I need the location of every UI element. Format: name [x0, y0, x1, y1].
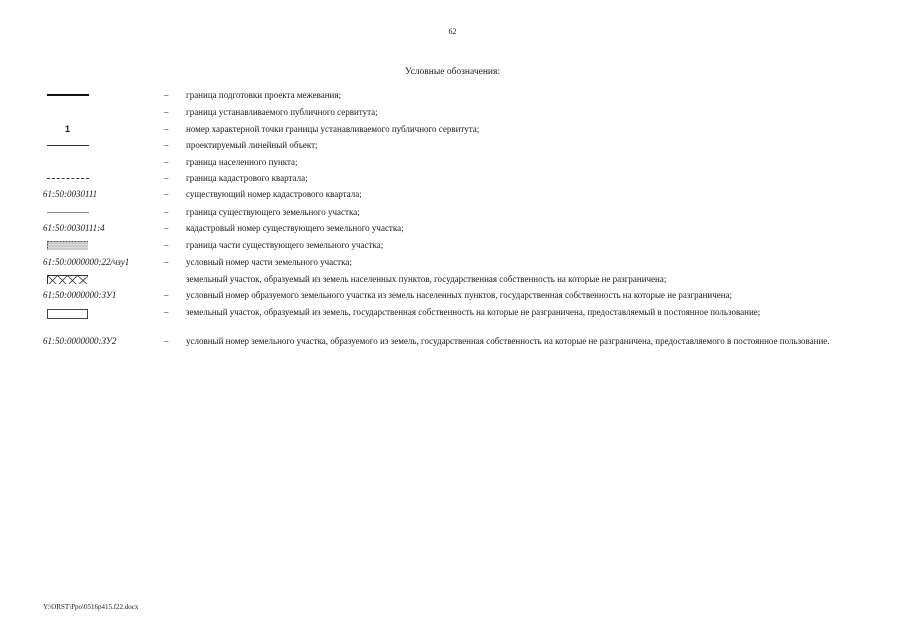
- formed-parcel-number-symbol: 61:50:0000000:ЗУ1: [43, 290, 117, 300]
- legend-text: граница части существующего земельного участка;: [186, 240, 384, 250]
- legend-text: условный номер образуемого земельного участка из земель населенных пунктов, государственная собственность на которые не разграничена;: [186, 290, 733, 300]
- legend-title: Условные обозначения:: [404, 67, 500, 77]
- legend-dash: –: [164, 107, 169, 117]
- file-path-footer: Y:\ORST\Ppo\0516p415.f22.docx: [43, 603, 139, 611]
- legend-text: земельный участок, образуемый из земель, государственная собственность на которые не разграничена, предоставляемый в постоянное пользование;: [186, 307, 761, 317]
- legend-text: номер характерной точки границы устанавливаемого публичного сервитута;: [186, 124, 480, 134]
- cadastral-number-symbol: 61:50:0030111:4: [43, 223, 105, 233]
- legend-text: существующий номер кадастрового квартала;: [186, 189, 362, 199]
- legend-text: кадастровый номер существующего земельного участка;: [186, 223, 404, 233]
- legend-text: граница населенного пункта;: [186, 157, 298, 167]
- permanent-use-parcel-symbol: [47, 309, 88, 319]
- cadastral-quarter-number-symbol: 61:50:0030111: [43, 189, 98, 199]
- legend-dash: –: [164, 173, 169, 183]
- legend-dash: –: [164, 223, 169, 233]
- legend-text: проектируемый линейный объект;: [186, 140, 318, 150]
- legend-dash: –: [164, 336, 169, 346]
- legend-dash: –: [164, 90, 169, 100]
- page-number: 62: [448, 27, 457, 36]
- legend-dash: –: [164, 207, 169, 217]
- parcel-part-boundary-symbol: [47, 241, 88, 250]
- legend-text: граница существующего земельного участка;: [186, 207, 360, 217]
- legend-text: граница устанавливаемого публичного сервитута;: [186, 107, 378, 117]
- legend-dash: –: [164, 307, 169, 317]
- legend-text: земельный участок, образуемый из земель населенных пунктов, государственная собственность на которые не разграничена;: [186, 274, 667, 284]
- legend-dash: –: [164, 257, 169, 267]
- permanent-use-parcel-number-symbol: 61:50:0000000:ЗУ2: [43, 336, 117, 346]
- legend-text: условный номер части земельного участка;: [186, 257, 352, 267]
- legend-dash: –: [164, 290, 169, 300]
- legend-dash: –: [164, 189, 169, 199]
- legend-text: граница подготовки проекта межевания;: [186, 90, 342, 100]
- legend-dash: –: [164, 240, 169, 250]
- cadastral-quarter-boundary-symbol: [47, 178, 89, 179]
- linear-object-line-symbol: [47, 145, 89, 146]
- legend-text: граница кадастрового квартала;: [186, 173, 308, 183]
- settlement-land-parcel-symbol: [47, 275, 88, 284]
- legend-dash: –: [164, 124, 169, 134]
- legend-dash: –: [164, 157, 169, 167]
- legend-dash: –: [164, 140, 169, 150]
- parcel-part-number-symbol: 61:50:0000000:22/чзу1: [43, 257, 130, 267]
- legend-text: условный номер земельного участка, образуемого из земель, государственная собственность на которые не разграничена, предоставляемого в постоянное пользование.: [186, 336, 830, 346]
- point-number-symbol: 1: [65, 124, 71, 134]
- existing-parcel-boundary-symbol: [47, 212, 89, 213]
- project-boundary-line-symbol: [47, 94, 89, 96]
